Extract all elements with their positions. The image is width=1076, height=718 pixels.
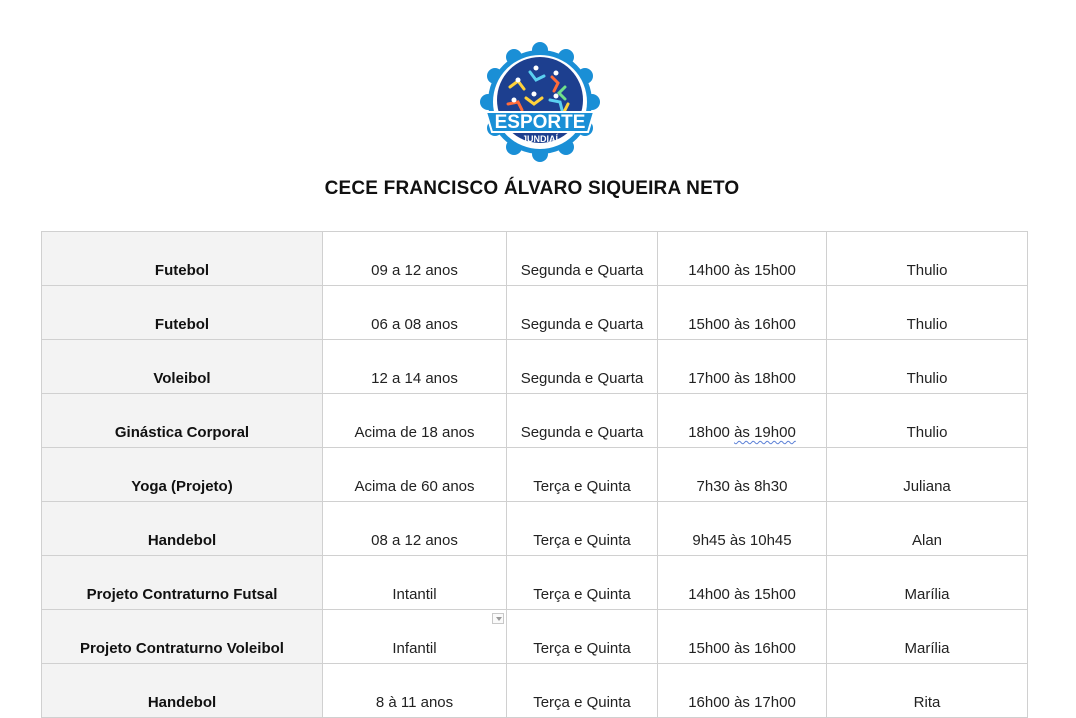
table-row	[42, 286, 1028, 340]
days-cell[interactable]: Segunda e Quarta	[507, 232, 658, 286]
age-cell[interactable]: 12 a 14 anos	[323, 340, 507, 394]
activity-cell[interactable]: Futebol	[42, 232, 323, 286]
days-cell[interactable]: Segunda e Quarta	[507, 340, 658, 394]
page-title: CECE FRANCISCO ÁLVARO SIQUEIRA NETO	[324, 178, 740, 199]
teacher-cell[interactable]: Thulio	[827, 286, 1028, 340]
age-cell[interactable]: Acima de 60 anos	[323, 448, 507, 502]
activity-cell[interactable]: Handebol	[42, 664, 323, 718]
time-cell[interactable]: 15h00 às 16h00	[658, 610, 827, 664]
activity-cell[interactable]: Voleibol	[42, 340, 323, 394]
table-row	[42, 394, 1028, 448]
table-row	[42, 664, 1028, 718]
activity-cell[interactable]: Projeto Contraturno Futsal	[42, 556, 323, 610]
teacher-cell[interactable]: Thulio	[827, 340, 1028, 394]
days-cell[interactable]: Terça e Quinta	[507, 610, 658, 664]
spellcheck-text: às 19h00	[734, 424, 796, 441]
age-cell[interactable]: 08 a 12 anos	[323, 502, 507, 556]
days-cell[interactable]: Terça e Quinta	[507, 448, 658, 502]
table-row	[42, 610, 1028, 664]
svg-text:ESPORTE: ESPORTE	[494, 112, 586, 133]
days-cell[interactable]: Segunda e Quarta	[507, 286, 658, 340]
time-cell[interactable]: 16h00 às 17h00	[658, 664, 827, 718]
time-cell[interactable]: 14h00 às 15h00	[658, 232, 827, 286]
age-text: Infantil	[392, 640, 437, 657]
table-row	[42, 448, 1028, 502]
time-cell[interactable]: 15h00 às 16h00	[658, 286, 827, 340]
table-row	[42, 556, 1028, 610]
activity-cell[interactable]: Ginástica Corporal	[42, 394, 323, 448]
time-cell[interactable]: 14h00 às 15h00	[658, 556, 827, 610]
days-cell[interactable]: Terça e Quinta	[507, 556, 658, 610]
age-cell[interactable]: 8 à 11 anos	[323, 664, 507, 718]
dropdown-arrow-icon[interactable]	[492, 613, 504, 624]
time-cell[interactable]	[658, 394, 827, 448]
teacher-cell[interactable]: Rita	[827, 664, 1028, 718]
time-cell[interactable]: 9h45 às 10h45	[658, 502, 827, 556]
age-cell[interactable]: Acima de 18 anos	[323, 394, 507, 448]
table-row	[42, 502, 1028, 556]
days-cell[interactable]: Terça e Quinta	[507, 502, 658, 556]
table-row	[42, 232, 1028, 286]
schedule-table	[41, 231, 1028, 718]
age-cell[interactable]: Intantil	[323, 556, 507, 610]
teacher-cell[interactable]: Thulio	[827, 394, 1028, 448]
teacher-cell[interactable]: Marília	[827, 610, 1028, 664]
logo-badge-icon	[480, 42, 600, 162]
activity-cell[interactable]: Yoga (Projeto)	[42, 448, 323, 502]
teacher-cell[interactable]: Thulio	[827, 232, 1028, 286]
svg-text:JUNDIAÍ: JUNDIAÍ	[521, 134, 559, 144]
activity-cell[interactable]: Projeto Contraturno Voleibol	[42, 610, 323, 664]
days-cell[interactable]: Segunda e Quarta	[507, 394, 658, 448]
age-cell[interactable]: 06 a 08 anos	[323, 286, 507, 340]
age-cell[interactable]: 09 a 12 anos	[323, 232, 507, 286]
activity-cell[interactable]: Futebol	[42, 286, 323, 340]
teacher-cell[interactable]: Juliana	[827, 448, 1028, 502]
esporte-jundiai-logo	[480, 42, 600, 162]
time-cell[interactable]: 17h00 às 18h00	[658, 340, 827, 394]
teacher-cell[interactable]: Marília	[827, 556, 1028, 610]
days-cell[interactable]: Terça e Quinta	[507, 664, 658, 718]
time-cell[interactable]: 7h30 às 8h30	[658, 448, 827, 502]
age-cell[interactable]	[323, 610, 507, 664]
teacher-cell[interactable]: Alan	[827, 502, 1028, 556]
activity-cell[interactable]: Handebol	[42, 502, 323, 556]
table-row	[42, 340, 1028, 394]
time-text: 18h00	[688, 424, 735, 441]
